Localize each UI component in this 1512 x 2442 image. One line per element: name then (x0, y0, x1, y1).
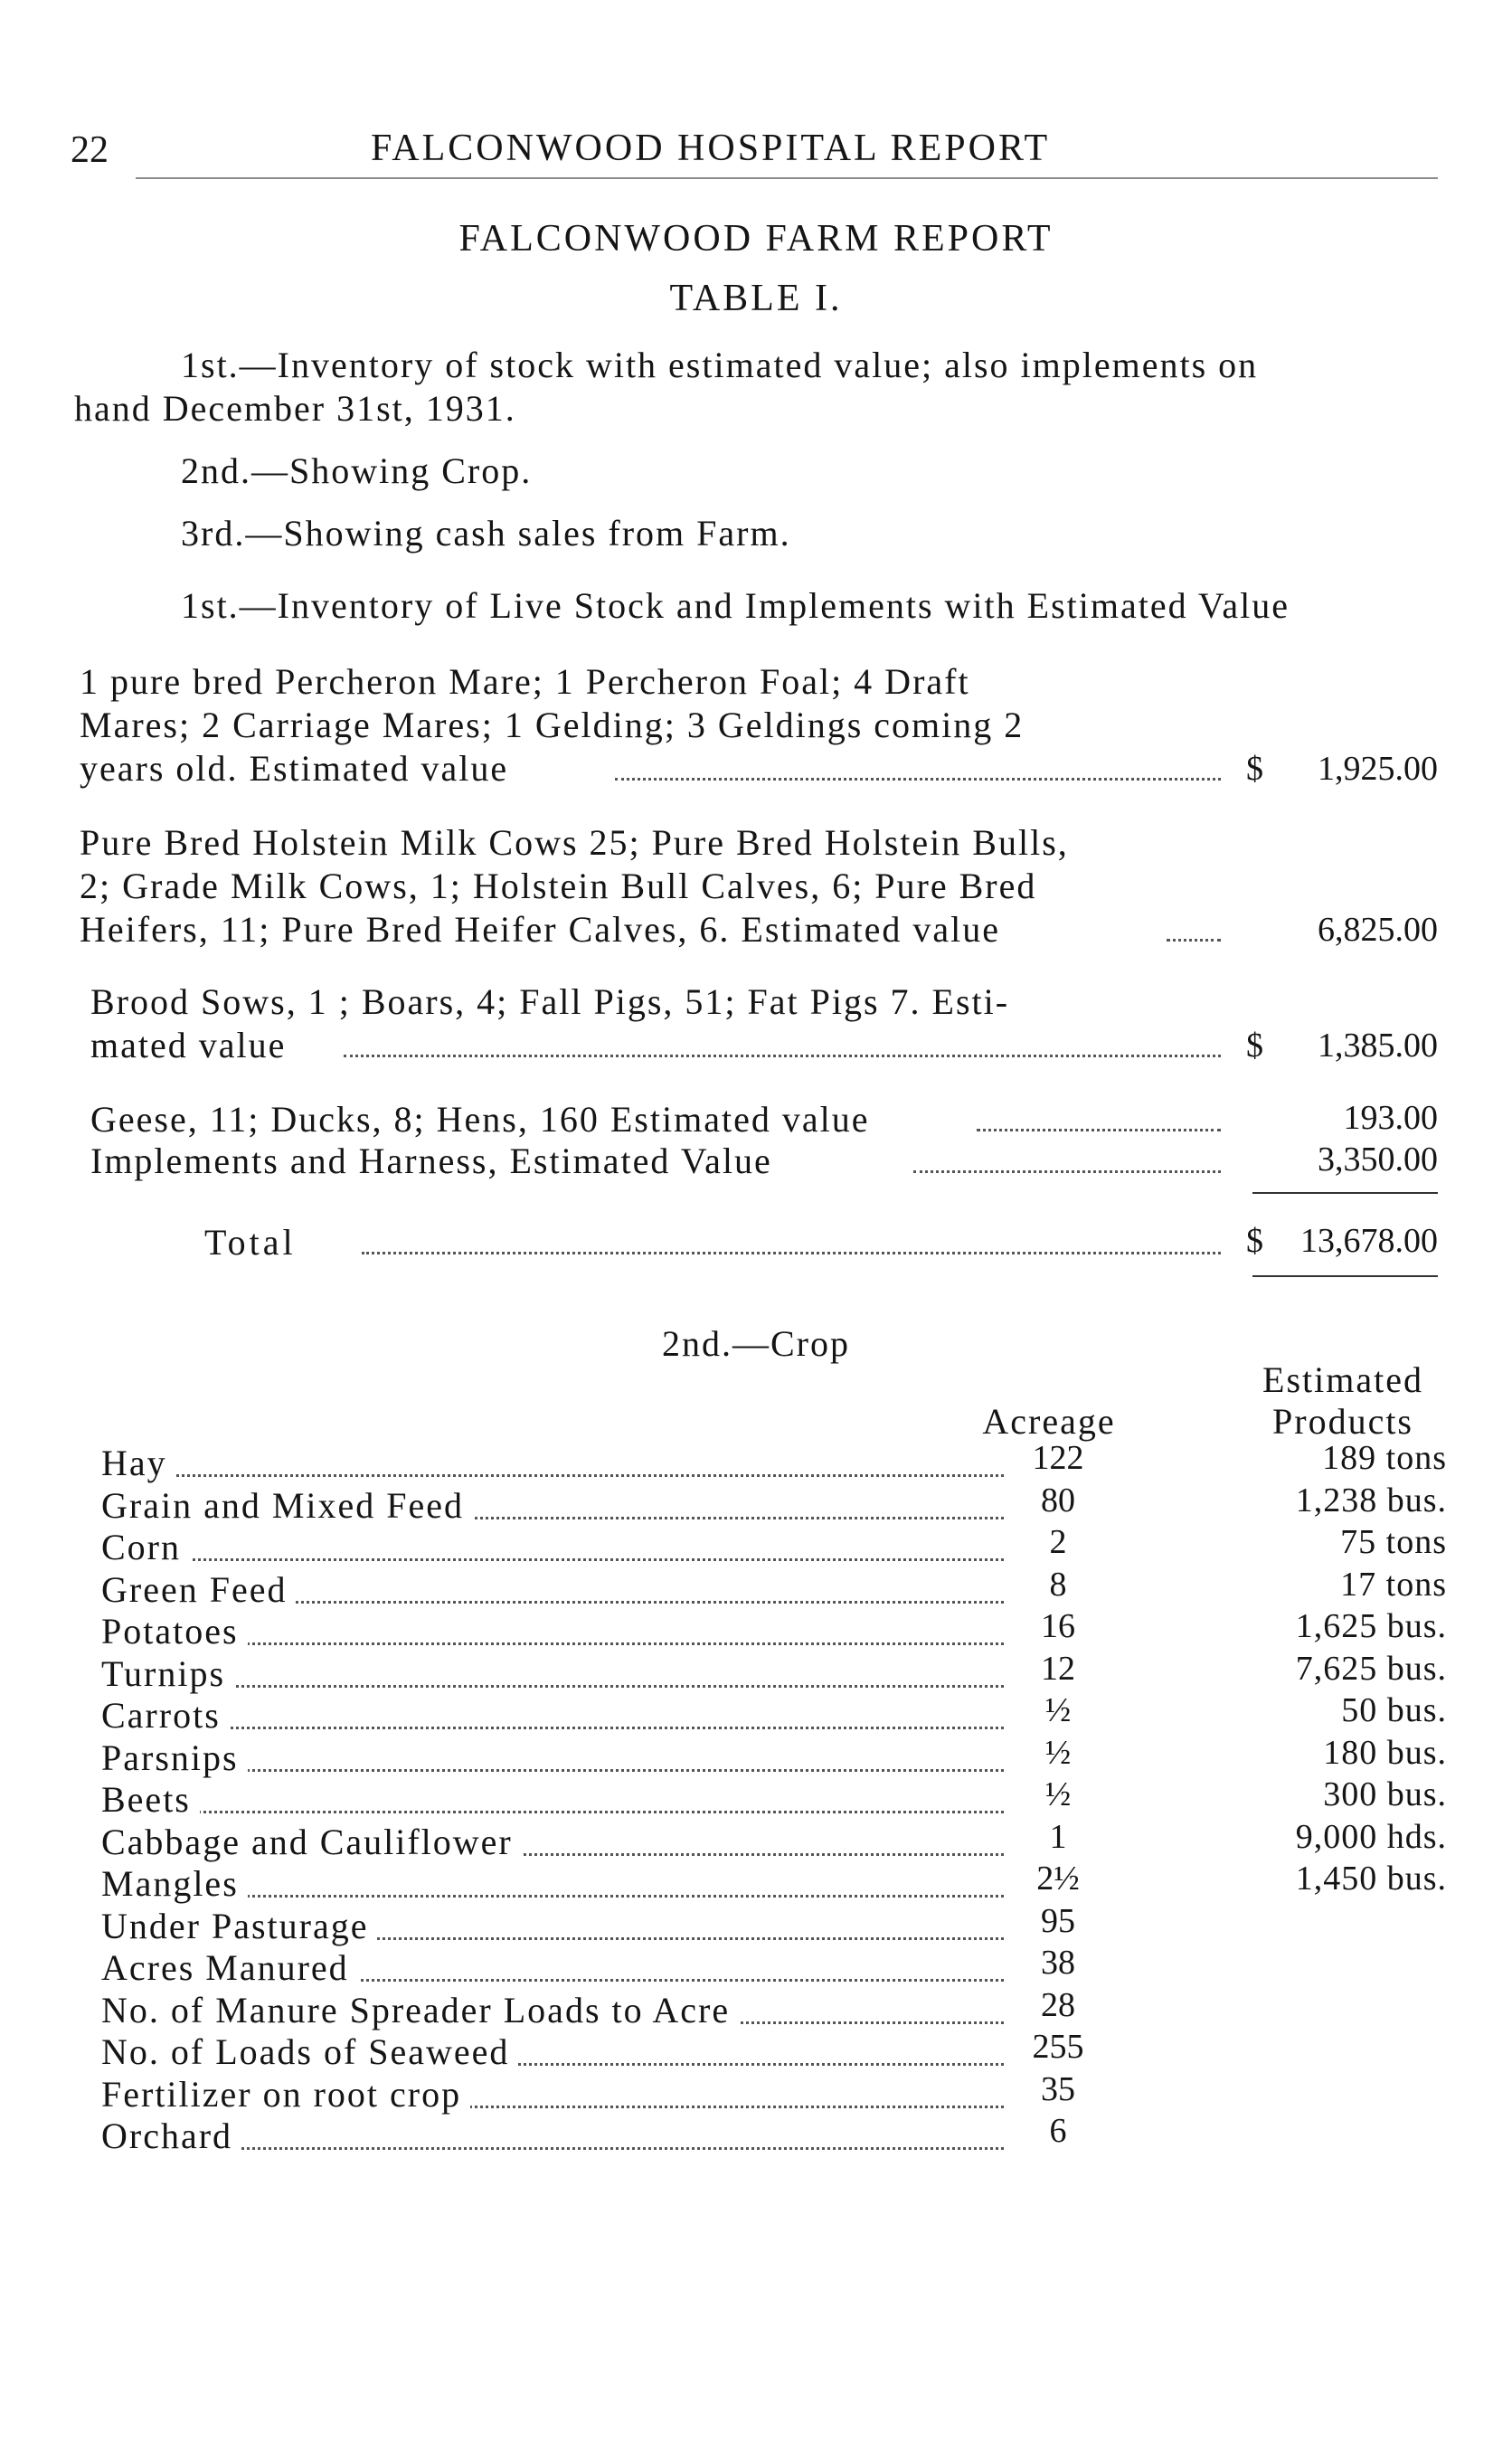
crop-row (0, 1565, 1512, 1612)
total-label: Total (204, 1222, 297, 1263)
leader-dots (101, 1685, 1004, 1688)
header-rule (136, 177, 1438, 179)
crop-products: 300 bus. (1323, 1775, 1447, 1813)
crop-acreage: 35 (1041, 2069, 1075, 2108)
crop-item: Grain and Mixed Feed (101, 1484, 473, 1527)
pigs-line-2: mated value (90, 1024, 293, 1066)
horses-line-3: years old. Estimated value (80, 747, 515, 790)
intro-line-4: 3rd.—Showing cash sales from Farm. (181, 513, 791, 554)
leader-dots (913, 1170, 1221, 1173)
crop-acreage: ½ (1044, 1691, 1072, 1729)
horses-amount: 1,925.00 (1318, 750, 1438, 788)
crop-acreage: 28 (1041, 1985, 1075, 2024)
crop-acreage: 12 (1041, 1649, 1075, 1688)
crop-row (0, 1946, 1512, 1990)
crop-acreage: 38 (1041, 1944, 1075, 1982)
cattle-line-1: Pure Bred Holstein Milk Cows 25; Pure Bred Holstein Bulls, (80, 822, 1069, 863)
crop-products: 1,625 bus. (1295, 1607, 1447, 1645)
crop-acreage: ½ (1044, 1775, 1072, 1813)
crop-row (0, 1733, 1512, 1780)
running-title: FALCONWOOD HOSPITAL REPORT (371, 128, 1051, 169)
crop-acreage: 8 (1049, 1565, 1067, 1604)
pigs-line-1: Brood Sows, 1 ; Boars, 4; Fall Pigs, 51; Fat Pigs 7. Esti- (90, 981, 1010, 1022)
horses-line-2: Mares; 2 Carriage Mares; 1 Gelding; 3 Geldings coming 2 (80, 705, 1025, 745)
crop-item: Potatoes (101, 1610, 248, 1652)
leader-dots (977, 1129, 1221, 1131)
cattle-line-3: Heifers, 11; Pure Bred Heifer Calves, 6. Estimated value (80, 908, 1007, 951)
leader-dots (344, 1055, 1221, 1057)
poultry-amount: 193.00 (1343, 1099, 1438, 1137)
crop-item: Acres Manured (101, 1946, 358, 1989)
crop-acreage: 2½ (1036, 1860, 1080, 1898)
crop-row (0, 1901, 1512, 1948)
cattle-amount: 6,825.00 (1318, 911, 1438, 949)
col-acreage: Acreage (982, 1401, 1116, 1442)
leader-dots (362, 1252, 1221, 1254)
crop-item: No. of Manure Spreader Loads to Acre (101, 1989, 739, 2031)
crop-row (0, 1523, 1512, 1569)
crop-row (0, 2112, 1512, 2158)
crop-products: 1,238 bus. (1295, 1481, 1447, 1519)
subtotal-rule (1252, 1192, 1438, 1194)
implements-amount: 3,350.00 (1318, 1141, 1438, 1178)
pigs-currency: $ (1246, 1027, 1263, 1065)
crop-acreage: 1 (1049, 1817, 1067, 1856)
crop-acreage: 122 (1032, 1439, 1084, 1477)
crop-products: 75 tons (1340, 1523, 1447, 1561)
crop-acreage: 95 (1041, 1901, 1075, 1940)
crop-row (0, 1775, 1512, 1822)
crop-row (0, 1649, 1512, 1696)
crop-item: No. of Loads of Seaweed (101, 2030, 518, 2073)
leader-dots (101, 1811, 1004, 1813)
crop-item: Parsnips (101, 1737, 248, 1779)
crop-item: Hay (101, 1442, 176, 1484)
crop-item: Turnips (101, 1652, 234, 1695)
crop-heading: 2nd.—Crop (662, 1323, 850, 1364)
intro-line-2: hand December 31st, 1931. (74, 388, 516, 429)
crop-products: 9,000 hds. (1295, 1817, 1447, 1856)
leader-dots (615, 778, 1221, 781)
crop-item: Beets (101, 1778, 200, 1821)
crop-acreage: 255 (1032, 2028, 1084, 2066)
horses-currency: $ (1246, 750, 1263, 788)
crop-row (0, 1985, 1512, 2032)
crop-item: Green Feed (101, 1568, 296, 1611)
crop-item: Orchard (101, 2115, 241, 2157)
cattle-line-2: 2; Grade Milk Cows, 1; Holstein Bull Calves, 6; Pure Bred (80, 866, 1037, 906)
crop-row (0, 1862, 1512, 1906)
poultry-line: Geese, 11; Ducks, 8; Hens, 160 Estimated value (90, 1098, 876, 1141)
leader-dots (101, 1474, 1004, 1477)
crop-acreage: ½ (1044, 1733, 1072, 1772)
crop-products: 50 bus. (1341, 1691, 1447, 1729)
pigs-amount: 1,385.00 (1318, 1027, 1438, 1065)
crop-products: 7,625 bus. (1295, 1649, 1447, 1688)
crop-products: 189 tons (1322, 1439, 1447, 1477)
crop-acreage: 6 (1049, 2112, 1067, 2150)
crop-item: Cabbage and Cauliflower (101, 1821, 522, 1863)
total-currency: $ (1246, 1222, 1263, 1260)
report-title: FALCONWOOD FARM REPORT (458, 218, 1054, 260)
crop-item: Carrots (101, 1694, 230, 1737)
crop-row (0, 1481, 1512, 1528)
horses-line-1: 1 pure bred Percheron Mare; 1 Percheron Foal; 4 Draft (80, 661, 970, 702)
intro-line-3: 2nd.—Showing Crop. (181, 450, 533, 491)
crop-row (0, 1691, 1512, 1737)
col-products: Products (1272, 1401, 1413, 1442)
total-rule (1252, 1275, 1438, 1277)
table-label: TABLE I. (669, 278, 843, 319)
crop-acreage: 16 (1041, 1607, 1075, 1645)
intro-line-1: 1st.—Inventory of stock with estimated value; also implements on (181, 345, 1259, 385)
leader-dots (1167, 939, 1221, 942)
crop-products: 17 tons (1340, 1565, 1447, 1604)
crop-item: Mangles (101, 1862, 248, 1905)
crop-row (0, 2030, 1512, 2074)
crop-row (0, 2069, 1512, 2116)
crop-acreage: 2 (1049, 1523, 1067, 1561)
crop-row (0, 1607, 1512, 1653)
implements-line: Implements and Harness, Estimated Value (90, 1140, 780, 1182)
col-estimated: Estimated (1262, 1359, 1423, 1400)
leader-dots (101, 1727, 1004, 1729)
crop-row (0, 1439, 1512, 1485)
inventory-heading: 1st.—Inventory of Live Stock and Implements with Estimated Value (181, 585, 1290, 626)
crop-acreage: 80 (1041, 1481, 1075, 1519)
crop-item: Corn (101, 1526, 190, 1568)
crop-row (0, 1817, 1512, 1864)
page-number: 22 (71, 129, 109, 171)
total-amount: 13,678.00 (1300, 1222, 1438, 1260)
crop-products: 180 bus. (1323, 1733, 1447, 1772)
crop-products: 1,450 bus. (1295, 1860, 1447, 1898)
leader-dots (101, 1558, 1004, 1561)
crop-item: Fertilizer on root crop (101, 2073, 470, 2115)
crop-item: Under Pasturage (101, 1905, 377, 1947)
